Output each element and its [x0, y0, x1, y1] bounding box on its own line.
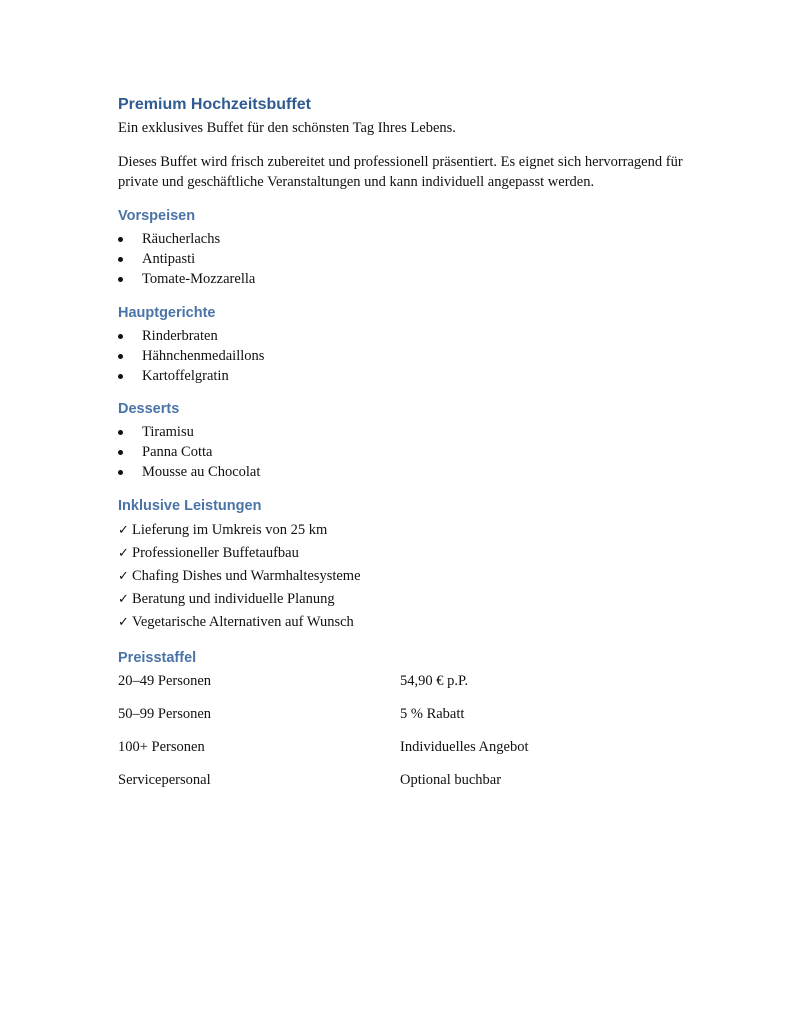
list-item	[118, 229, 718, 249]
heading-desserts: Desserts	[118, 401, 180, 417]
list-item-text: Tomate-Mozzarella	[142, 271, 256, 287]
list-item	[118, 366, 718, 386]
list-vorspeisen	[118, 229, 718, 289]
heading-vorspeisen: Vorspeisen	[118, 208, 196, 224]
price-label: Servicepersonal	[118, 772, 211, 788]
price-label: 20–49 Personen	[118, 673, 212, 689]
table-row	[118, 737, 700, 770]
list-hauptgerichte	[118, 326, 718, 386]
list-item-text: Lieferung im Umkreis von 25 km	[132, 522, 328, 538]
list-item-text: Tiramisu	[142, 424, 194, 440]
list-item	[118, 519, 718, 542]
bullet-icon	[118, 430, 123, 435]
list-item-text: Rinderbraten	[142, 328, 218, 344]
list-item	[118, 611, 718, 634]
list-item-text: Antipasti	[142, 251, 196, 267]
bullet-icon	[118, 237, 123, 242]
price-value: 54,90 € p.P.	[400, 673, 469, 689]
list-item	[118, 269, 718, 289]
bullet-icon	[118, 374, 123, 379]
bullet-icon	[118, 257, 123, 262]
checkmark-icon: ✓	[118, 523, 129, 538]
list-leistungen	[118, 519, 718, 634]
list-item-text: Mousse au Chocolat	[142, 464, 261, 480]
document-title: Premium Hochzeitsbuffet	[118, 96, 311, 113]
heading-leistungen: Inklusive Leistungen	[118, 498, 262, 514]
bullet-icon	[118, 277, 123, 282]
checkmark-icon: ✓	[118, 615, 129, 630]
price-label: 100+ Personen	[118, 739, 205, 755]
list-item-text: Räucherlachs	[142, 231, 221, 247]
list-item-text: Kartoffelgratin	[142, 368, 229, 384]
document-content	[118, 94, 718, 803]
list-item-text: Beratung und individuelle Planung	[132, 591, 335, 607]
heading-hauptgerichte: Hauptgerichte	[118, 305, 216, 321]
table-row	[118, 770, 700, 803]
list-item-text: Chafing Dishes und Warmhaltesysteme	[132, 568, 361, 584]
list-desserts	[118, 422, 718, 482]
bullet-icon	[118, 334, 123, 339]
bullet-icon	[118, 354, 123, 359]
price-table	[118, 671, 700, 803]
list-item-text: Professioneller Buffetaufbau	[132, 545, 299, 561]
price-value: Optional buchbar	[400, 772, 502, 788]
heading-preisstaffel: Preisstaffel	[118, 650, 197, 666]
price-value: 5 % Rabatt	[400, 706, 465, 722]
list-item	[118, 588, 718, 611]
list-item	[118, 442, 718, 462]
list-item-text: Hähnchenmedaillons	[142, 348, 265, 364]
list-item	[118, 462, 718, 482]
checkmark-icon: ✓	[118, 569, 129, 584]
list-item	[118, 542, 718, 565]
price-label: 50–99 Personen	[118, 706, 212, 722]
price-value: Individuelles Angebot	[400, 739, 529, 755]
list-item-text: Panna Cotta	[142, 444, 213, 460]
list-item	[118, 422, 718, 442]
document-subtitle: Ein exklusives Buffet für den schönsten Tag Ihres Lebens.	[118, 120, 456, 136]
checkmark-icon: ✓	[118, 592, 129, 607]
bullet-icon	[118, 450, 123, 455]
bullet-icon	[118, 470, 123, 475]
table-row	[118, 704, 700, 737]
table-row	[118, 671, 700, 704]
list-item-text: Vegetarische Alternativen auf Wunsch	[132, 614, 354, 630]
list-item	[118, 249, 718, 269]
list-item	[118, 326, 718, 346]
list-item	[118, 346, 718, 366]
checkmark-icon: ✓	[118, 546, 129, 561]
document-intro: Dieses Buffet wird frisch zubereitet und professionell präsentiert. Es eignet sich hervorragend für private und geschäftliche Veranstaltungen und kann individuell angepasst werden.	[118, 154, 683, 190]
list-item	[118, 565, 718, 588]
